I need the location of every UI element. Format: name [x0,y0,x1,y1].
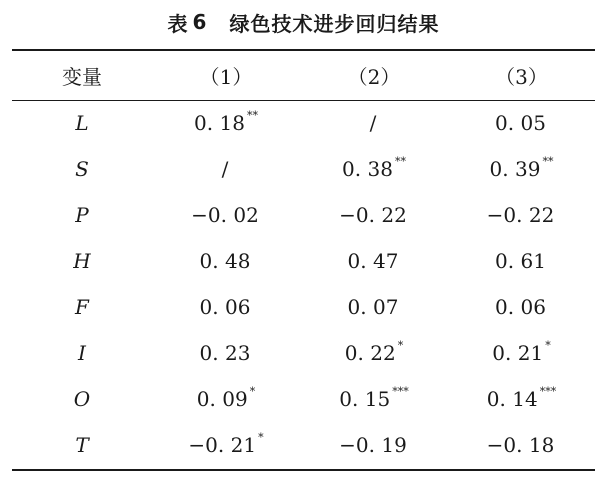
variable-name: T [75,433,89,457]
significance-stars: * [249,384,256,398]
top-rule [12,49,595,51]
coef-cell [300,100,448,146]
coef-cell [300,330,448,376]
coef-cell [448,376,595,422]
coef-cell [300,376,448,422]
coef-value: / [369,111,377,135]
caption-number: 6 [192,10,208,34]
coef-cell [152,422,300,468]
coef-value: 0. 48 [199,249,251,273]
coef-value: −0. 22 [486,203,555,227]
coef-value: 0. 07 [347,295,399,319]
variable-name: F [75,295,89,319]
coef-cell [300,284,448,330]
header-variable: 变量 [62,65,102,89]
coef-cell [152,146,300,192]
coef-value: 0. 47 [347,249,399,273]
coef-cell [448,284,595,330]
coef-value: 0. 18 [194,111,245,135]
coef-cell [448,146,595,192]
significance-stars: * [397,338,404,352]
coef-cell [448,330,595,376]
table-row [12,100,595,146]
coef-value: 0. 38 [342,157,393,181]
table-header-row [12,52,595,99]
variable-name: L [75,111,89,135]
coef-cell [152,376,300,422]
table-row [12,330,595,376]
coef-value: 0. 06 [495,295,546,319]
variable-name: H [73,249,91,273]
variable-name: O [73,387,91,411]
coef-cell [448,100,595,146]
coef-cell [448,238,595,284]
table-row [12,376,595,422]
coef-cell [448,422,595,468]
coef-cell [152,100,300,146]
significance-stars: *** [392,384,409,398]
table-row [12,284,595,330]
coef-value: 0. 15 [339,387,391,411]
coef-value: 0. 06 [199,295,251,319]
coef-cell [152,284,300,330]
significance-stars: ** [394,154,406,168]
table-caption [0,6,607,38]
table-row [12,422,595,468]
coef-value: 0. 05 [495,111,546,135]
table-row [12,192,595,238]
bottom-rule [12,469,595,471]
coef-cell [448,192,595,238]
coef-value: −0. 18 [486,433,555,457]
header-model-2: （2） [347,65,401,89]
significance-stars: *** [539,384,557,398]
coef-value: 0. 23 [199,341,251,365]
variable-name: I [78,341,86,365]
header-model-3: （3） [495,65,548,89]
coef-value: −0. 22 [339,203,407,227]
coef-cell [152,238,300,284]
caption-label: 表 [167,11,189,36]
table-row [12,238,595,284]
significance-stars: ** [542,154,554,168]
coef-value: / [221,157,229,181]
coef-cell [300,422,448,468]
header-model-1: （1） [199,65,253,89]
coef-cell [152,192,300,238]
coef-value: 0. 61 [495,249,546,273]
coef-value: −0. 02 [191,203,259,227]
coef-value: 0. 09 [196,387,248,411]
coef-cell [300,192,448,238]
coef-cell [300,146,448,192]
significance-stars: * [545,338,551,352]
coef-value: 0. 14 [486,387,538,411]
coef-value: 0. 21 [492,341,544,365]
coef-value: −0. 19 [339,433,407,457]
significance-stars: * [258,430,264,444]
coef-value: −0. 21 [188,433,257,457]
coef-value: 0. 39 [489,157,541,181]
caption-title: 绿色技术进步回归结果 [229,11,440,36]
coef-value: 0. 22 [344,341,396,365]
table-row [12,146,595,192]
coef-cell [152,330,300,376]
variable-name: P [75,203,89,227]
coef-cell [300,238,448,284]
significance-stars: ** [246,108,258,122]
variable-name: S [75,157,89,181]
